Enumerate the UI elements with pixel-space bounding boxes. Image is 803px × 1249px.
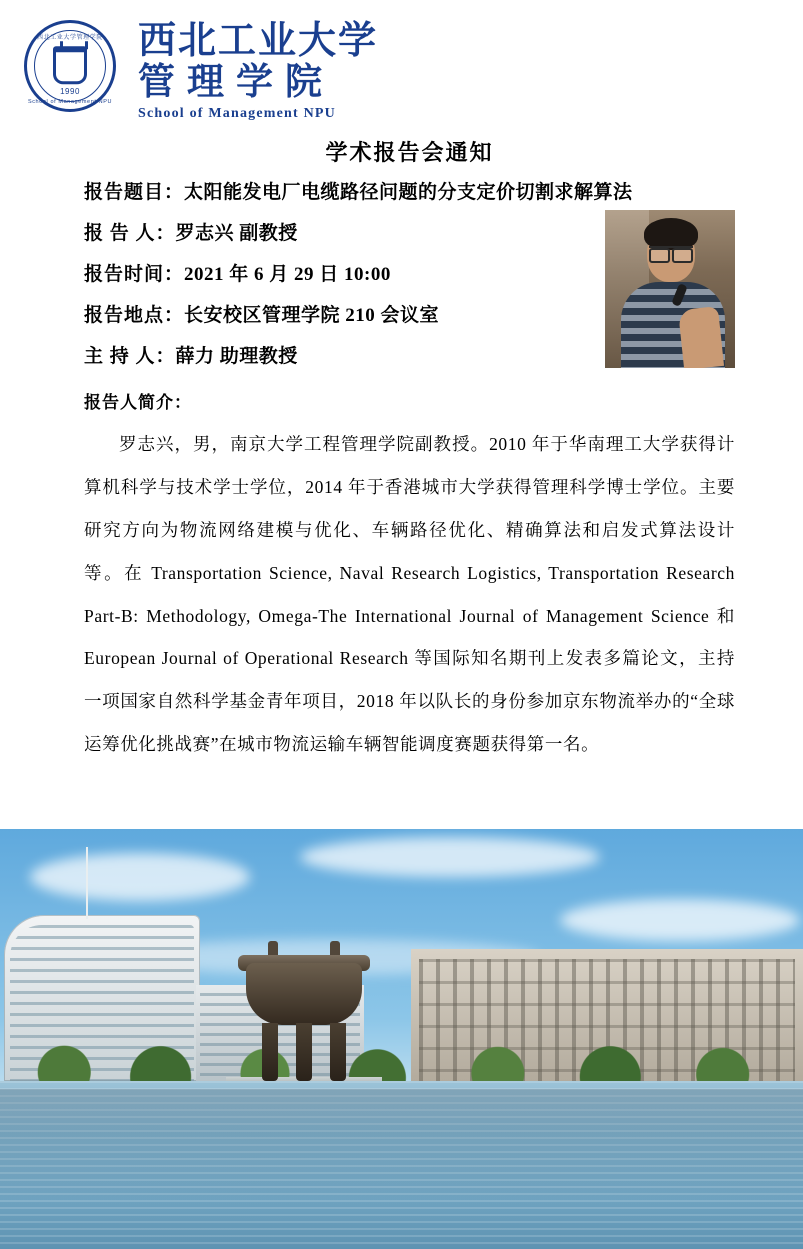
photo-cloud	[300, 837, 600, 877]
field-speaker-value: 罗志兴 副教授	[175, 223, 298, 244]
photo-cloud	[30, 853, 250, 901]
crest-year: 1990	[60, 87, 80, 96]
photo-flagpole	[86, 847, 88, 919]
field-speaker-label: 报 告 人：	[84, 223, 176, 244]
field-topic-value: 太阳能发电厂电缆路径问题的分支定价切割求解算法	[184, 182, 633, 203]
notice-document	[0, 136, 803, 766]
portrait-arm	[678, 306, 724, 368]
photo-cloud	[560, 899, 800, 941]
bio-paragraph: 罗志兴，男，南京大学工程管理学院副教授。2010 年于华南理工大学获得计算机科学与技术学士学位，2014 年于香港城市大学获得管理科学博士学位。主要研究方向为物流网络建模与优化、车辆路径优化、精确算法和启发式算法设计等。在 Transportation Science, Naval Research Logistics, Transportation Research Part-B: Methodology, Omega-The International Journal of Management Science 和 European Journal of Operational Research 等国际知名期刊上发表多篇论文，主持一项国家自然科学基金青年项目，2018 年以队长的身份参加京东物流举办的“全球运筹优化挑战赛”在城市物流运输车辆智能调度赛题获得第一名。	[84, 434, 735, 755]
statue-leg	[296, 1023, 312, 1081]
statue-bowl	[246, 963, 362, 1025]
field-location-value: 长安校区管理学院 210 会议室	[184, 305, 440, 326]
wordmark-english-name: School of Management NPU	[138, 106, 336, 122]
photo-ding-statue	[238, 953, 370, 1081]
crest-arc-top-text: 西北工业大学管理学院	[36, 35, 103, 41]
crest-arc-bottom-text: School of Management NPU	[27, 99, 113, 105]
university-crest-logo	[24, 20, 116, 112]
speaker-portrait-photo	[605, 210, 735, 368]
crest-ding-vessel-icon	[53, 46, 87, 84]
field-topic-label: 报告题目：	[84, 182, 185, 203]
photo-water-reflection	[0, 1089, 803, 1249]
field-topic	[84, 183, 735, 202]
bio-heading: 报告人简介：	[84, 393, 192, 412]
statue-leg	[330, 1023, 346, 1081]
campus-lake-and-ding-statue-photo	[0, 829, 803, 1249]
glasses-icon	[649, 246, 693, 258]
field-time-label: 报告时间：	[84, 264, 185, 285]
wordmark-university-name: 西北工业大学	[138, 20, 379, 62]
field-host-label: 主 持 人：	[84, 346, 176, 367]
letterhead	[0, 0, 803, 132]
field-time-value: 2021 年 6 月 29 日 10:00	[184, 264, 391, 285]
wordmark-school-name: 管理学院	[138, 61, 334, 103]
field-location-label: 报告地点：	[84, 305, 185, 326]
statue-leg	[262, 1023, 278, 1081]
institution-wordmark	[138, 18, 378, 122]
field-host-value: 薛力 助理教授	[175, 346, 298, 367]
page-title: 学术报告会通知	[325, 140, 494, 165]
